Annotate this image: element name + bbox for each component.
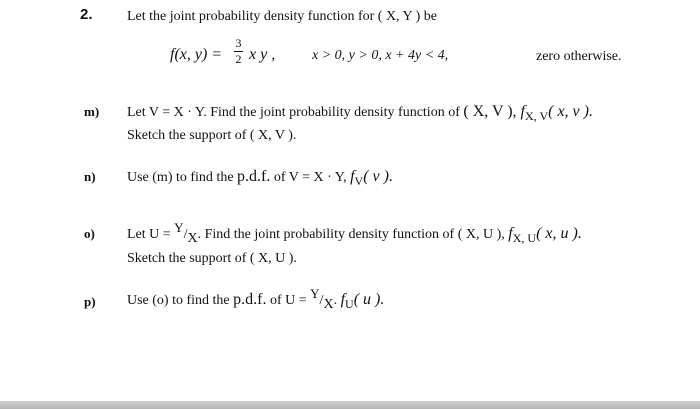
part-n-args: ( v ).	[363, 168, 393, 185]
pdf-otherwise: zero otherwise.	[536, 49, 622, 64]
part-p-f: f	[340, 291, 346, 308]
part-m-text: Let V = X · Y. Find the joint probability density function of	[127, 105, 464, 120]
part-m-args: ( x, v ).	[548, 103, 593, 120]
part-m-f: f	[520, 103, 525, 120]
part-label-p: p)	[84, 294, 96, 309]
part-n-subscript: V	[354, 174, 364, 188]
part-n-line1	[127, 168, 393, 187]
part-o-line2: Sketch the support of ( X, U ).	[127, 251, 297, 266]
part-label-n: n)	[84, 169, 96, 184]
part-o-subscript: X, U	[512, 231, 537, 245]
part-label-m: m)	[84, 104, 100, 119]
pdf-lhs: f(x, y) =	[170, 46, 223, 63]
part-n-text2: of V = X · Y,	[270, 170, 351, 185]
problem-number: 2.	[80, 6, 93, 23]
part-o-text: Let U =	[127, 227, 175, 242]
part-m-pair: ( X, V ),	[463, 103, 521, 120]
part-p-args: ( u ).	[353, 291, 385, 308]
pdf-fraction	[234, 37, 243, 66]
part-o-numerator: Y	[174, 220, 184, 235]
part-o-slash: /	[183, 227, 188, 242]
bottom-border	[0, 401, 700, 409]
part-p-text2: of U =	[266, 293, 311, 308]
part-p-slash: /	[319, 293, 324, 308]
part-o-text2: . Find the joint probability density function of ( X, U ),	[197, 227, 509, 242]
part-n-f: f	[350, 168, 355, 185]
pdf-rhs: x y ,	[249, 46, 276, 63]
part-p-numerator: Y	[310, 286, 320, 301]
part-m-line2: Sketch the support of ( X, V ).	[127, 128, 297, 143]
part-n-pdf: p.d.f.	[237, 168, 271, 185]
pdf-support: x > 0, y > 0, x + 4y < 4,	[312, 48, 449, 63]
part-o-denominator: X	[187, 231, 198, 246]
problem-intro: Let the joint probability density function for ( X, Y ) be	[127, 9, 438, 24]
part-label-o: o)	[84, 226, 95, 241]
part-o-line1	[127, 220, 582, 246]
pdf-fraction-numerator: 3	[235, 36, 242, 50]
part-m-subscript: X, V	[525, 109, 549, 123]
part-p-denominator: X	[323, 297, 334, 312]
part-p-text: Use (o) to find the	[127, 293, 234, 308]
part-n-text: Use (m) to find the	[127, 170, 238, 185]
part-o-f: f	[508, 225, 513, 242]
part-o-args: ( x, u ).	[536, 225, 582, 242]
part-m-line1	[127, 103, 593, 122]
part-p-subscript: U	[345, 297, 354, 311]
part-p-pdf: p.d.f.	[233, 291, 267, 308]
pdf-fraction-denominator: 2	[235, 52, 242, 66]
part-p-text3: .	[333, 293, 341, 308]
part-p-line1	[127, 286, 385, 312]
